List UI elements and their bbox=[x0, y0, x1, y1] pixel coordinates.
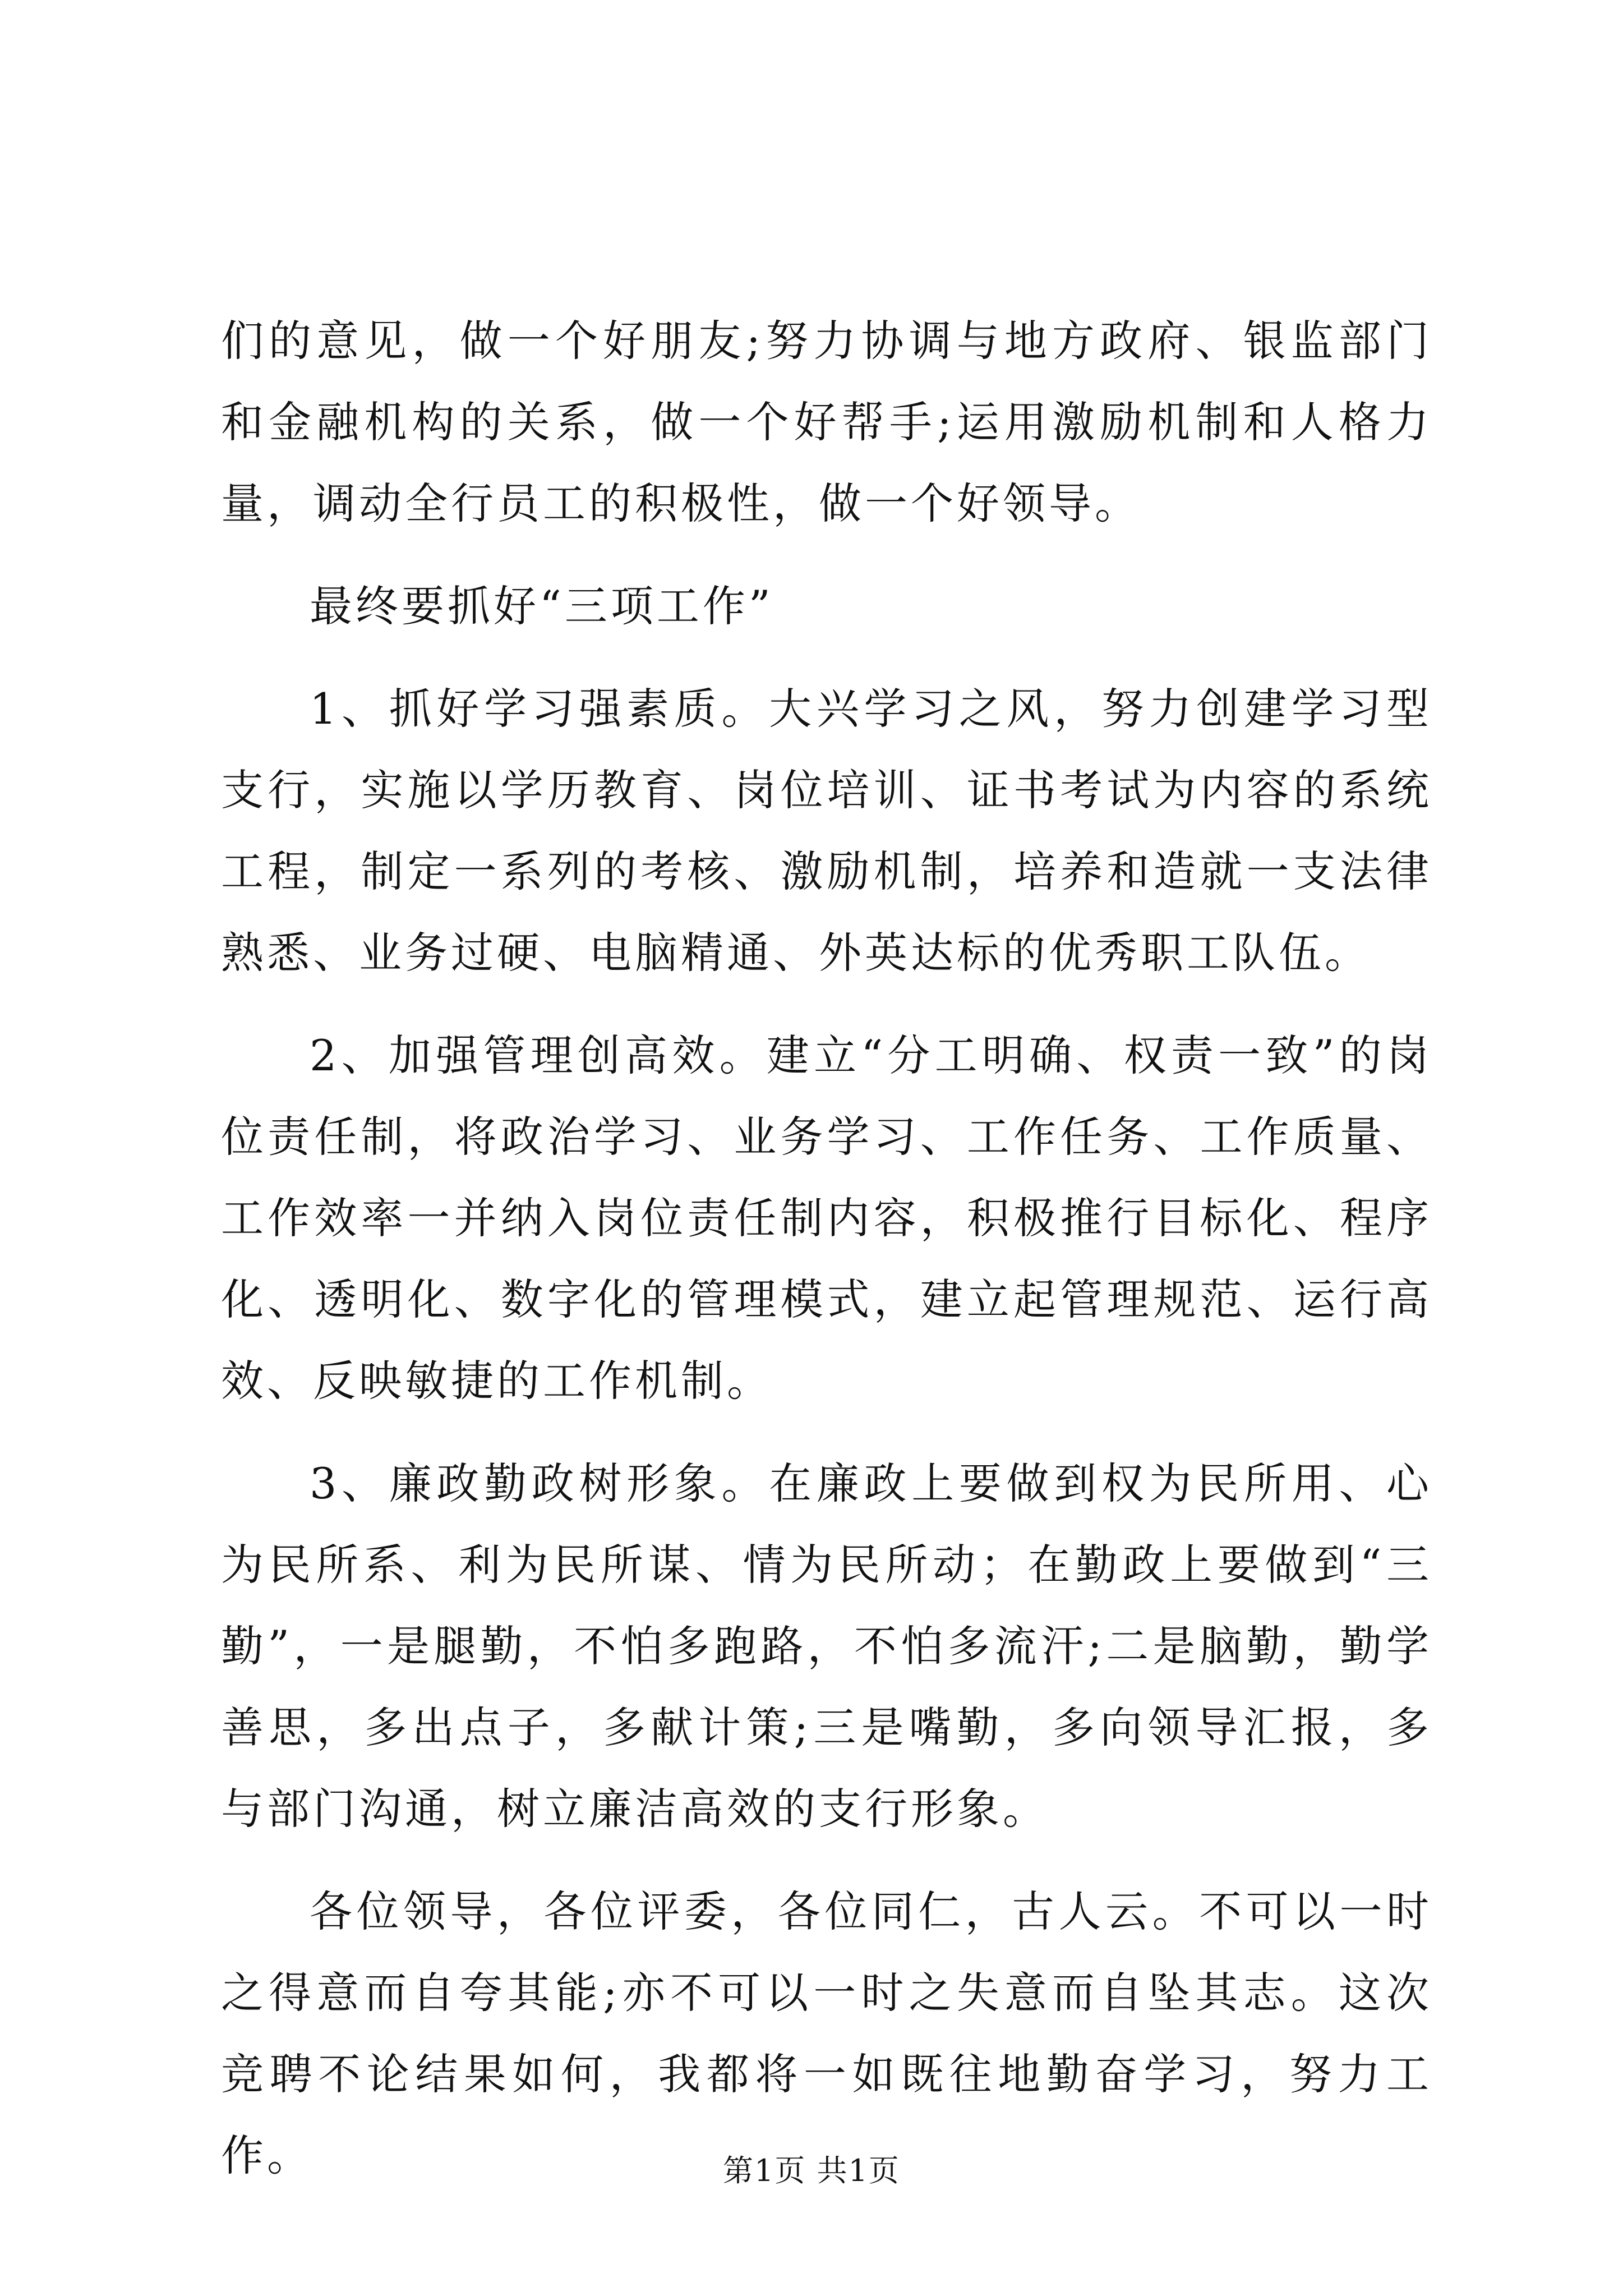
paragraph-heading-three-tasks: 最终要抓好“三项工作” bbox=[310, 581, 774, 631]
page-footer: 第1页 共1页 bbox=[723, 2153, 900, 2188]
paragraph-closing: 各位领导，各位评委，各位同仁，古人云。不可以一时之得意而自夸其能;亦不可以一时之失意而自坠其志。这次竞聘不论结果如何，我都将一如既往地勤奋学习，努力工作。 bbox=[221, 1887, 1432, 2180]
paragraph-task-2: 2、加强管理创高效。建立“分工明确、权责一致”的岗位责任制，将政治学习、业务学习、工作任务、工作质量、工作效率一并纳入岗位责任制内容，积极推行目标化、程序化、透明化、数字化的管理模式，建立起管理规范、运行高效、反映敏捷的工作机制。 bbox=[221, 1030, 1432, 1406]
paragraph-task-1: 1、抓好学习强素质。大兴学习之风，努力创建学习型支行，实施以学历教育、岗位培训、证书考试为内容的系统工程，制定一系列的考核、激励机制，培养和造就一支法律熟悉、业务过硬、电脑精通、外英达标的优秀职工队伍。 bbox=[221, 684, 1432, 978]
paragraph-continuation: 们的意见，做一个好朋友;努力协调与地方政府、银监部门和金融机构的关系，做一个好帮手;运用激励机制和人格力量，调动全行员工的积极性，做一个好领导。 bbox=[221, 316, 1432, 528]
paragraph-task-3: 3、廉政勤政树形象。在廉政上要做到权为民所用、心为民所系、利为民所谋、情为民所动；在勤政上要做到“三勤”，一是腿勤，不怕多跑路，不怕多流汗;二是脑勤，勤学善思，多出点子，多献计策;三是嘴勤，多向领导汇报，多与部门沟通，树立廉洁高效的支行形象。 bbox=[221, 1458, 1432, 1834]
document-body bbox=[221, 300, 1432, 2196]
